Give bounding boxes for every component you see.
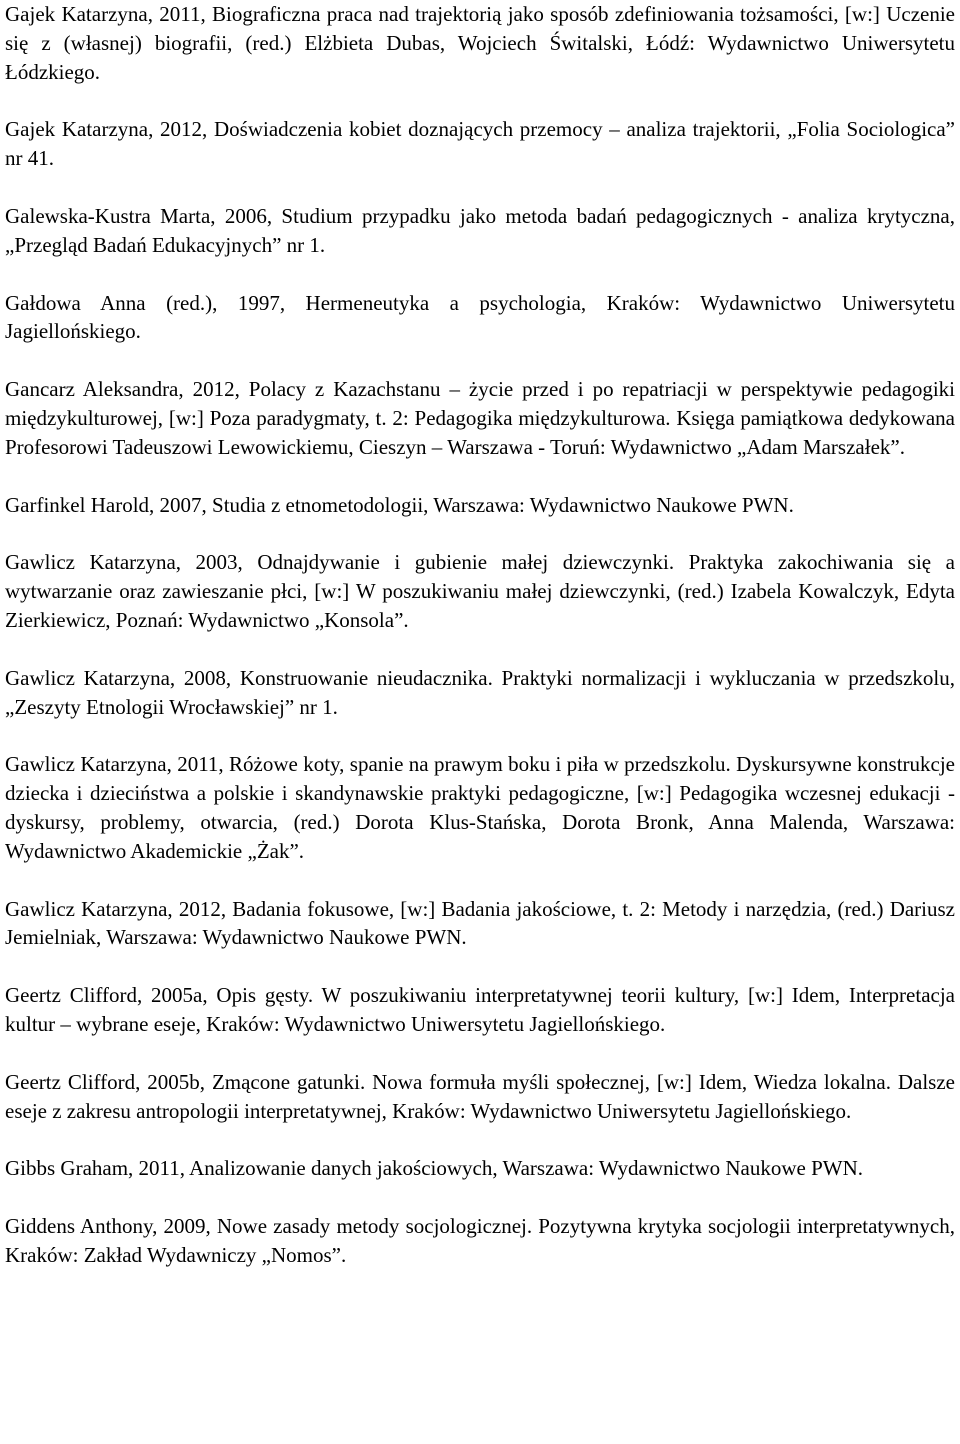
bibliography-entry-gancarz-2012: Gancarz Aleksandra, 2012, Polacy z Kazachstanu – życie przed i po repatriacji w perspektywie pedagogiki międzykulturowej, [w:] Poza paradygmaty, t. 2: Pedagogika międzykulturowa. Księga pamiątkowa dedykowana Profesorowi Tadeuszowi Lewowickiemu, Cieszyn – Warszawa - Toruń: Wydawnictwo „Adam Marszałek”. — [5, 377, 955, 459]
bibliography-entry-geertz-2005a: Geertz Clifford, 2005a, Opis gęsty. W poszukiwaniu interpretatywnej teorii kultury, [w:] Idem, Interpretacja kultur – wybrane eseje, Kraków: Wydawnictwo Uniwersytetu Jagiellońskiego. — [5, 983, 955, 1036]
bibliography-entry-gibbs-2011: Gibbs Graham, 2011, Analizowanie danych jakościowych, Warszawa: Wydawnictwo Naukowe PWN. — [5, 1156, 864, 1181]
bibliography-entry-gawlicz-2008: Gawlicz Katarzyna, 2008, Konstruowanie nieudacznika. Praktyki normalizacji i wykluczania w przedszkolu, „Zeszyty Etnologii Wrocławskiej” nr 1. — [5, 665, 955, 719]
bibliography-entry-gawlicz-2012: Gawlicz Katarzyna, 2012, Badania fokusowe, [w:] Badania jakościowe, t. 2: Metody i narzędzia, (red.) Dariusz Jemielniak, Warszawa: Wydawnictwo Naukowe PWN. — [5, 896, 955, 950]
bibliography-entry-giddens-2009: Giddens Anthony, 2009, Nowe zasady metody socjologicznej. Pozytywna krytyka socjologii interpretatywnych, Kraków: Zakład Wydawniczy „Nomos”. — [5, 1214, 955, 1267]
bibliography-entry-gajek-2012: Gajek Katarzyna, 2012, Doświadczenia kobiet doznających przemocy – analiza trajektorii, „Folia Sociologica” nr 41. — [5, 117, 955, 171]
bibliography-entry-gajek-2011: Gajek Katarzyna, 2011, Biograficzna praca nad trajektorią jako sposób zdefiniowania tożsamości, [w:] Uczenie się z (własnej) biografii, (red.) Elżbieta Dubas, Wojciech Świtalski, Łódź: Wydawnictwo Uniwersytetu Łódzkiego. — [5, 2, 955, 84]
bibliography-entry-garfinkel-2007: Garfinkel Harold, 2007, Studia z etnometodologii, Warszawa: Wydawnictwo Naukowe PWN. — [5, 492, 794, 517]
bibliography-page — [5, 0, 955, 1299]
bibliography-entry-galewska-kustra-2006: Galewska-Kustra Marta, 2006, Studium przypadku jako metoda badań pedagogicznych - analiza krytyczna, „Przegląd Badań Edukacyjnych” nr 1. — [5, 203, 955, 257]
bibliography-entry-gawlicz-2003: Gawlicz Katarzyna, 2003, Odnajdywanie i gubienie małej dziewczynki. Praktyka zakochiwania się a wytwarzanie oraz zawieszanie płci, [w:] W poszukiwaniu małej dziewczynki, (red.) Izabela Kowalczyk, Edyta Zierkiewicz, Poznań: Wydawnictwo „Konsola”. — [5, 550, 955, 632]
bibliography-entry-galdowa-1997: Gałdowa Anna (red.), 1997, Hermeneutyka a psychologia, Kraków: Wydawnictwo Uniwersytetu Jagiellońskiego. — [5, 290, 955, 344]
bibliography-entry-geertz-2005b: Geertz Clifford, 2005b, Zmącone gatunki. Nowa formuła myśli społecznej, [w:] Idem, Wiedza lokalna. Dalsze eseje z zakresu antropologii interpretatywnej, Kraków: Wydawnictwo Uniwersytetu Jagiellońskiego. — [5, 1069, 955, 1123]
bibliography-entry-gawlicz-2011: Gawlicz Katarzyna, 2011, Różowe koty, spanie na prawym boku i piła w przedszkolu. Dyskursywne konstrukcje dziecka i dzieciństwa a polskie i skandynawskie praktyki pedagogiczne, [w:] Pedagogika wczesnej edukacji - dyskursy, problemy, otwarcia, (red.) Dorota Klus-Stańska, Dorota Bronk, Anna Malenda, Warszawa: Wydawnictwo Akademickie „Żak”. — [5, 752, 955, 863]
